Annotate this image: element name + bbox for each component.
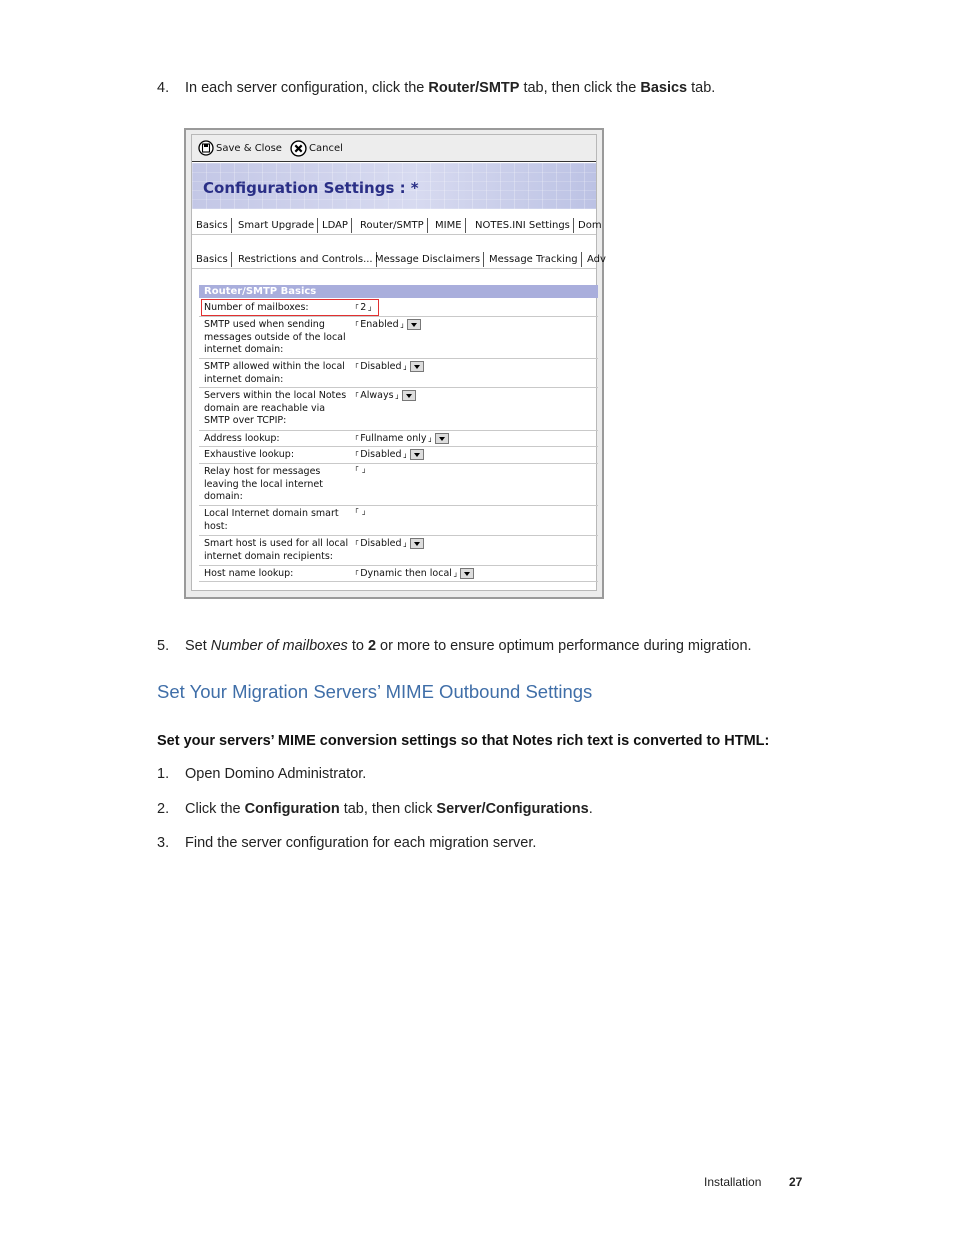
italic-run: Number of mailboxes [210, 638, 348, 654]
tab-notes-ini-settings[interactable]: NOTES.INI Settings [472, 218, 574, 233]
dropdown-arrow-icon[interactable] [402, 390, 416, 401]
save-close-button[interactable] [198, 140, 282, 156]
text-run: tab. [687, 80, 716, 96]
step-text [185, 638, 752, 654]
cancel-button[interactable] [290, 140, 343, 156]
smart-host-input[interactable]: ┌ ┘ [354, 505, 367, 519]
relay-host-input[interactable]: ┌ ┘ [354, 463, 367, 477]
field-smart-host-all [199, 535, 598, 566]
page-number: 27 [789, 1175, 803, 1189]
highlight-box [201, 299, 379, 316]
subtab-restrictions-controls[interactable]: Restrictions and Controls... [235, 252, 377, 267]
subtab-advanced[interactable]: Adv [587, 254, 606, 265]
step-number: 5. [157, 638, 170, 654]
field-label: Number of mailboxes: [204, 302, 309, 313]
tab-smart-upgrade[interactable]: Smart Upgrade [235, 218, 318, 233]
field-label: Servers within the local Notes domain are reachable via SMTP over TCPIP: [204, 390, 347, 426]
field-exhaustive-lookup [199, 446, 598, 464]
field-servers-reachable [199, 387, 598, 431]
field-address-lookup [199, 430, 598, 447]
section-heading: Set Your Migration Servers’ MIME Outbound Settings [157, 681, 593, 702]
top-tab-bar [192, 215, 602, 235]
step-number: 4. [157, 80, 170, 96]
field-value: Disabled [360, 538, 402, 549]
text-run: . [588, 801, 593, 817]
field-host-name-lookup [199, 565, 598, 582]
dropdown-arrow-icon[interactable] [410, 361, 424, 372]
subtab-message-tracking[interactable]: Message Tracking [486, 252, 582, 267]
step-number: 1. [157, 766, 170, 782]
field-value: Dynamic then local [360, 568, 452, 579]
step-number: 3. [157, 835, 170, 851]
exhaustive-lookup-select[interactable]: ┌ Disabled ┘ [354, 449, 424, 460]
text-run: Set [185, 638, 211, 654]
screenshot-window [191, 134, 606, 591]
dropdown-arrow-icon[interactable] [407, 319, 421, 330]
section-header: Router/SMTP Basics [199, 285, 598, 298]
configuration-settings-screenshot [184, 128, 604, 599]
field-label: SMTP allowed within the local internet domain: [204, 361, 345, 385]
close-icon [290, 140, 307, 157]
field-label: SMTP used when sending messages outside of the local internet domain: [204, 319, 346, 355]
bold-run: 2 [367, 638, 377, 654]
tab-router-smtp[interactable]: Router/SMTP [357, 218, 428, 233]
text-run: tab, then click the [519, 80, 641, 96]
field-label: Address lookup: [204, 433, 280, 444]
lead-text: Set your servers’ MIME conversion settings so that Notes rich text is converted to HTML: [157, 733, 770, 749]
toolbar [192, 135, 596, 162]
banner-title: Configuration Settings : * [203, 179, 419, 197]
save-icon [198, 140, 214, 156]
text-run: or more to ensure optimum performance during migration. [376, 638, 752, 654]
tab-basics[interactable]: Basics [193, 218, 232, 233]
field-value: 2 [360, 302, 367, 313]
text-run: Click the [185, 801, 245, 817]
dropdown-arrow-icon[interactable] [410, 449, 424, 460]
tab-mime[interactable]: MIME [432, 218, 466, 233]
subtab-basics[interactable]: Basics [193, 252, 232, 267]
bold-run: Basics [640, 80, 688, 96]
bold-run: Configuration [244, 801, 340, 817]
sub-tab-bar [192, 249, 606, 269]
field-label: Host name lookup: [204, 568, 294, 579]
mailboxes-input[interactable]: ┌ 2 ┘ [354, 300, 373, 315]
step-number: 2. [157, 801, 170, 817]
text-run: In each server configuration, click the [185, 80, 429, 96]
field-value: Disabled [360, 449, 402, 460]
field-label: Smart host is used for all local internet domain recipients: [204, 538, 349, 562]
field-value: Enabled [360, 319, 399, 330]
field-relay-host [199, 463, 598, 506]
banner [192, 163, 596, 209]
dropdown-arrow-icon[interactable] [435, 433, 449, 444]
bold-run: Server/Configurations [436, 801, 589, 817]
bold-run: Router/SMTP [428, 80, 520, 96]
field-label: Local Internet domain smart host: [204, 508, 339, 532]
step-text: Open Domino Administrator. [185, 766, 367, 782]
footer-section: Installation [704, 1175, 762, 1189]
smtp-within-select[interactable]: ┌ Disabled ┘ [354, 361, 424, 372]
text-run: tab, then click [339, 801, 437, 817]
tab-domino[interactable]: Dom [578, 220, 602, 231]
field-value: Always [360, 390, 394, 401]
save-close-label: Save & Close [216, 142, 282, 154]
tab-ldap[interactable]: LDAP [319, 218, 352, 233]
smart-host-all-select[interactable]: ┌ Disabled ┘ [354, 538, 424, 549]
dropdown-arrow-icon[interactable] [410, 538, 424, 549]
step-text [185, 801, 593, 817]
text-run: to [347, 638, 368, 654]
step-text: Find the server configuration for each migration server. [185, 835, 537, 851]
subtab-message-disclaimers[interactable]: Message Disclaimers [372, 252, 484, 267]
smtp-outside-select[interactable]: ┌ Enabled ┘ [354, 319, 421, 330]
field-label: Exhaustive lookup: [204, 449, 295, 460]
field-smtp-outside [199, 316, 598, 359]
host-name-lookup-select[interactable]: ┌ Dynamic then local ┘ [354, 568, 474, 579]
field-label: Relay host for messages leaving the local internet domain: [204, 466, 323, 502]
servers-reachable-select[interactable]: ┌ Always ┘ [354, 390, 416, 401]
field-value: Fullname only [360, 433, 427, 444]
field-smtp-within [199, 358, 598, 388]
field-smart-host [199, 505, 598, 536]
address-lookup-select[interactable]: ┌ Fullname only ┘ [354, 433, 449, 444]
dropdown-arrow-icon[interactable] [460, 568, 474, 579]
step-text [185, 80, 715, 96]
cancel-label: Cancel [309, 142, 343, 154]
field-value: Disabled [360, 361, 402, 372]
